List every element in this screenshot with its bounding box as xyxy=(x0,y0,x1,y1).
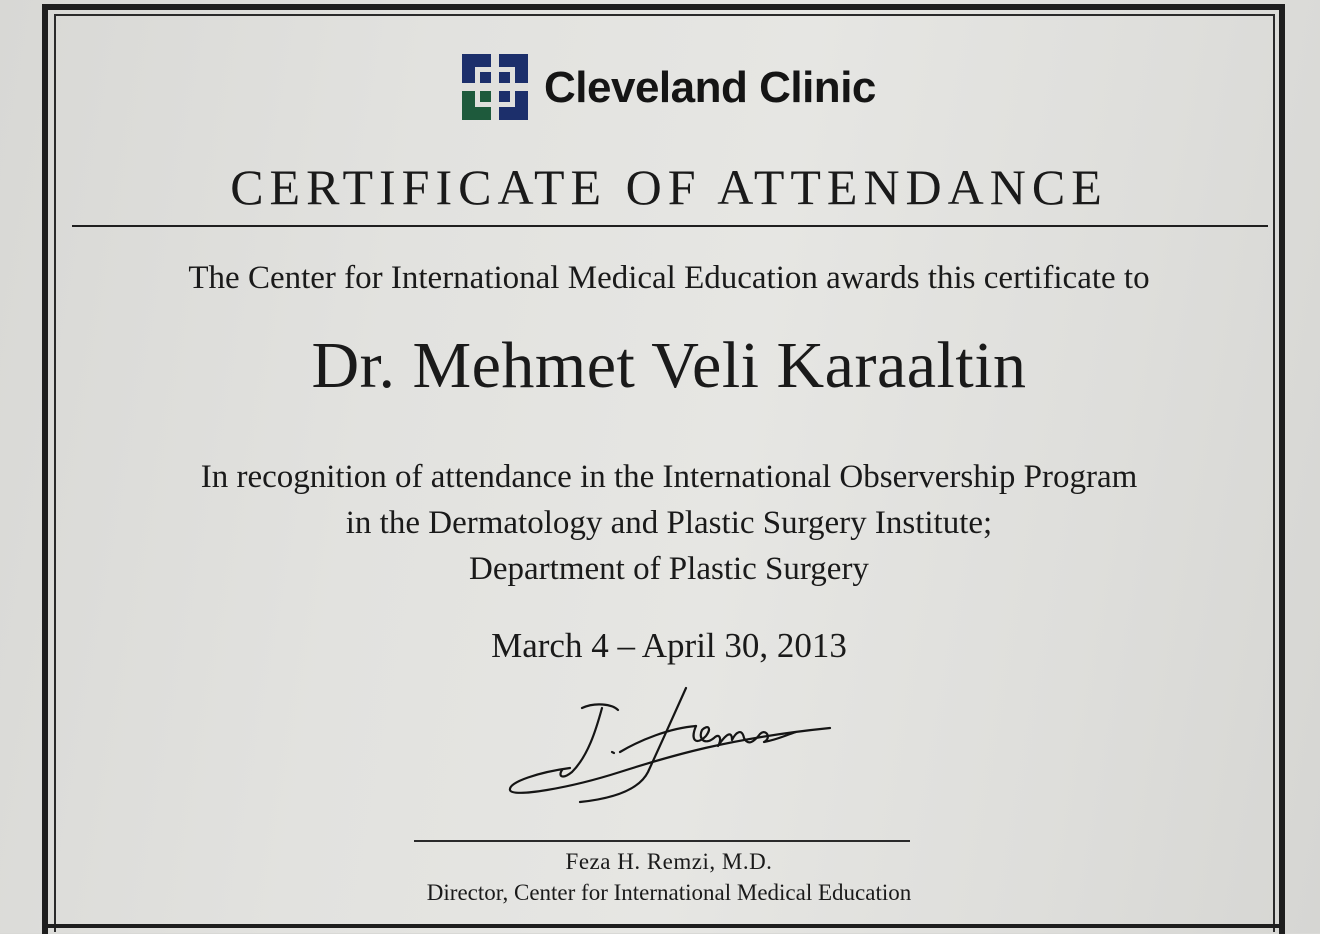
logo-brand-name: Cleveland Clinic xyxy=(544,63,876,112)
attendance-dates: March 4 – April 30, 2013 xyxy=(491,626,847,665)
recognition-line-3: Department of Plastic Surgery xyxy=(469,551,869,587)
recognition-line-2: in the Dermatology and Plastic Surgery Institute; xyxy=(345,505,993,541)
recipient-name: Dr. Mehmet Veli Karaaltin xyxy=(311,329,1027,402)
recognition-line-1: In recognition of attendance in the International Observership Program xyxy=(200,459,1138,495)
cleveland-clinic-cross-icon xyxy=(462,54,528,120)
certificate-title: CERTIFICATE OF ATTENDANCE xyxy=(230,159,1108,215)
signature-line xyxy=(414,840,910,842)
bottom-border xyxy=(42,924,1285,928)
awards-line: The Center for International Medical Education awards this certificate to xyxy=(188,260,1150,296)
title-divider xyxy=(72,225,1268,227)
cleveland-clinic-logo xyxy=(462,54,876,120)
signature-image xyxy=(500,680,840,810)
signer-title: Director, Center for International Medical Education xyxy=(426,880,912,905)
signer-name: Feza H. Remzi, M.D. xyxy=(565,849,773,874)
